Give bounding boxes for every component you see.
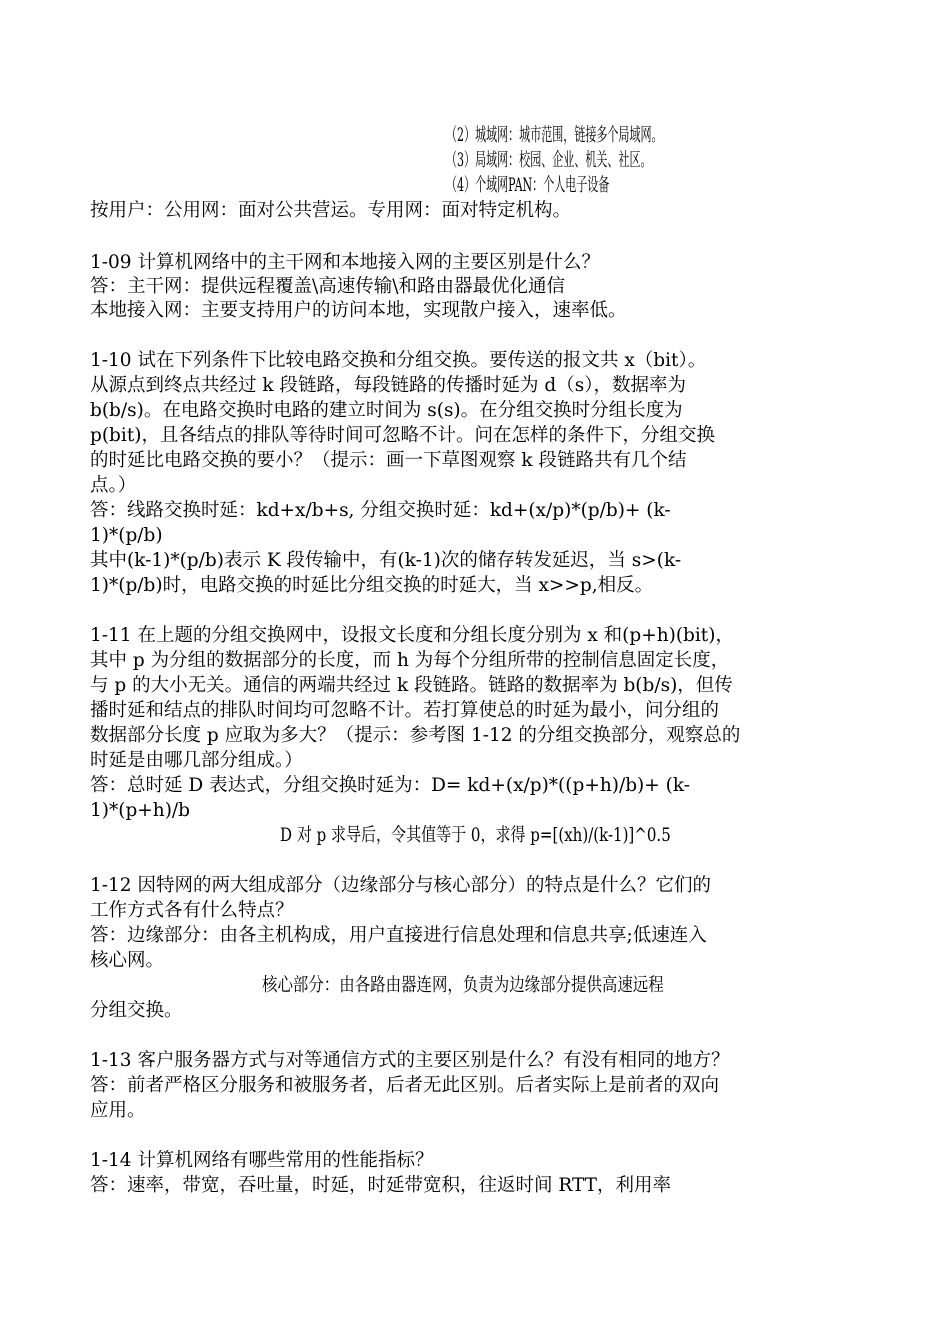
answer-1-11-line2: 1)*(p+h)/b — [90, 800, 191, 821]
question-1-10-line3: b(b/s)。在电路交换时电路的建立时间为 s(s)。在分组交换时分组长度为 — [90, 400, 683, 421]
answer-1-12-line4: 分组交换。 — [90, 1000, 183, 1021]
question-1-10-line6: 点。） — [90, 475, 137, 496]
answer-1-12-line3: 核心部分：由各路由器连网，负责为边缘部分提供高速远程 — [262, 975, 664, 996]
answer-1-12-line1: 答：边缘部分：由各主机构成，用户直接进行信息处理和信息共享;低速连入 — [90, 925, 707, 946]
question-1-10-line1: 1-10 试在下列条件下比较电路交换和分组交换。要传送的报文共 x（bit）。 — [90, 350, 707, 371]
question-1-12-line2: 工作方式各有什么特点？ — [90, 900, 294, 921]
answer-1-10-line3: 其中(k-1)*(p/b)表示 K 段传输中，有(k-1)次的储存转发延迟，当 s>(k- — [90, 550, 682, 571]
intro-line-metro: （2）城域网：城市范围，链接多个局域网。 — [446, 125, 663, 146]
question-1-11-line1: 1-11 在上题的分组交换网中，设报文长度和分组长度分别为 x 和(p+h)(bit)， — [90, 625, 734, 646]
question-1-13: 1-13 客户服务器方式与对等通信方式的主要区别是什么？有没有相同的地方？ — [90, 1050, 730, 1071]
question-1-10-line5: 的时延比电路交换的要小？（提示：画一下草图观察 k 段链路共有几个结 — [90, 450, 687, 471]
question-1-11-line5: 数据部分长度 p 应取为多大？（提示：参考图 1-12 的分组交换部分，观察总的 — [90, 725, 741, 746]
answer-1-10-line1: 答：线路交换时延：kd+x/b+s, 分组交换时延：kd+(x/p)*(p/b)+ (k- — [90, 500, 671, 521]
intro-line-pan: （4）个域网PAN：个人电子设备 — [446, 175, 610, 196]
answer-1-11-line1: 答：总时延 D 表达式，分组交换时延为：D= kd+(x/p)*((p+h)/b)+ (k- — [90, 775, 690, 796]
question-1-11-line4: 播时延和结点的排队时间均可忽略不计。若打算使总的时延为最小，问分组的 — [90, 700, 720, 721]
answer-1-11-line3: D 对 p 求导后，令其值等于 0，求得 p=[(xh)/(k-1)]^0.5 — [280, 825, 671, 846]
intro-line-by-user: 按用户：公用网：面对公共营运。专用网：面对特定机构。 — [90, 200, 572, 221]
answer-1-10-line4: 1)*(p/b)时，电路交换的时延比分组交换的时延大，当 x>>p,相反。 — [90, 575, 654, 596]
answer-1-14: 答：速率，带宽，吞吐量，时延，时延带宽积，往返时间 RTT，利用率 — [90, 1175, 672, 1196]
answer-1-12-line2: 核心网。 — [90, 950, 165, 971]
question-1-09: 1-09 计算机网络中的主干网和本地接入网的主要区别是什么？ — [90, 252, 600, 273]
question-1-14: 1-14 计算机网络有哪些常用的性能指标？ — [90, 1150, 434, 1171]
question-1-11-line6: 时延是由哪几部分组成。） — [90, 750, 303, 771]
question-1-10-line2: 从源点到终点共经过 k 段链路，每段链路的传播时延为 d（s），数据率为 — [90, 375, 686, 396]
answer-1-13-line1: 答：前者严格区分服务和被服务者，后者无此区别。后者实际上是前者的双向 — [90, 1075, 720, 1096]
question-1-11-line3: 与 p 的大小无关。通信的两端共经过 k 段链路。链路的数据率为 b(b/s)，但传 — [90, 675, 733, 696]
question-1-11-line2: 其中 p 为分组的数据部分的长度，而 h 为每个分组所带的控制信息固定长度， — [90, 650, 730, 671]
question-1-10-line4: p(bit)，且各结点的排队等待时间可忽略不计。问在怎样的条件下，分组交换 — [90, 425, 715, 446]
answer-1-09-line1: 答：主干网：提供远程覆盖\高速传输\和路由器最优化通信 — [90, 276, 565, 297]
intro-line-lan: （3）局域网：校园、企业、机关、社区。 — [446, 150, 652, 171]
answer-1-09-line2: 本地接入网：主要支持用户的访问本地，实现散户接入，速率低。 — [90, 300, 627, 321]
answer-1-10-line2: 1)*(p/b) — [90, 525, 163, 546]
question-1-12-line1: 1-12 因特网的两大组成部分（边缘部分与核心部分）的特点是什么？它们的 — [90, 875, 711, 896]
answer-1-13-line2: 应用。 — [90, 1100, 146, 1121]
